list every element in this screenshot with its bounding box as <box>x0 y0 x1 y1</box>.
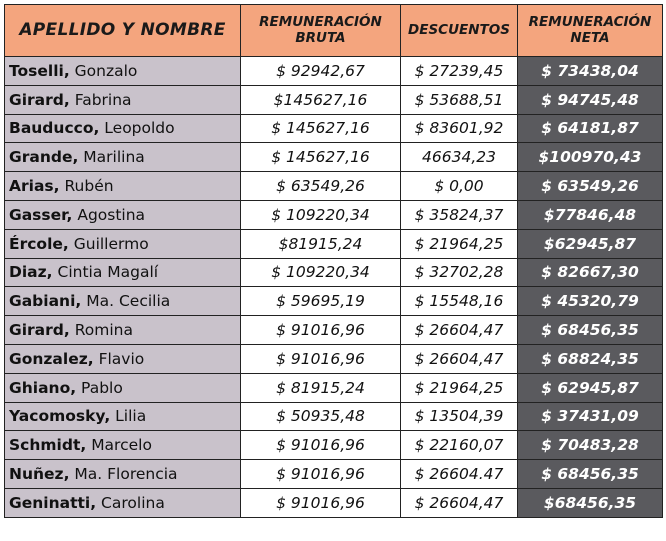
discounts-cell: $ 13504,39 <box>401 402 518 431</box>
header-discounts: DESCUENTOS <box>401 5 518 57</box>
employee-given-name: Marcelo <box>91 436 152 455</box>
employee-given-name: Romina <box>74 321 134 340</box>
net-pay-cell: $ 63549,26 <box>518 172 663 201</box>
table-row <box>5 431 663 460</box>
employee-given-name: Guillermo <box>73 234 149 253</box>
gross-pay-cell: $ 50935,48 <box>241 402 401 431</box>
employee-given-name: Rubén <box>64 177 114 196</box>
employee-given-name: Agostina <box>77 205 146 224</box>
employee-given-name: Flavio <box>98 349 145 368</box>
gross-pay-cell: $ 91016,96 <box>241 344 401 373</box>
gross-pay-cell: $ 81915,24 <box>241 373 401 402</box>
employee-name-cell <box>5 373 241 402</box>
employee-name-cell <box>5 172 241 201</box>
header-gross-line1: REMUNERACIÓN <box>259 13 382 30</box>
salary-sheet <box>4 4 662 537</box>
header-gross <box>241 5 401 57</box>
employee-name-cell <box>5 200 241 229</box>
table-row <box>5 344 663 373</box>
employee-name-cell <box>5 287 241 316</box>
salary-table <box>4 4 663 518</box>
gross-pay-cell: $ 145627,16 <box>241 114 401 143</box>
table-row <box>5 172 663 201</box>
employee-given-name: Pablo <box>81 378 123 397</box>
employee-surname: Ghiano, <box>9 378 77 397</box>
gross-pay-cell: $ 91016,96 <box>241 460 401 489</box>
net-pay-cell: $100970,43 <box>518 143 663 172</box>
header-row <box>5 5 663 57</box>
employee-surname: Arias, <box>9 177 60 196</box>
table-row <box>5 402 663 431</box>
table-row <box>5 114 663 143</box>
employee-surname: Girard, <box>9 90 70 109</box>
gross-pay-cell: $ 109220,34 <box>241 258 401 287</box>
gross-pay-cell: $ 91016,96 <box>241 316 401 345</box>
employee-surname: Diaz, <box>9 263 53 282</box>
employee-given-name: Leopoldo <box>104 119 175 138</box>
employee-name-cell <box>5 488 241 517</box>
gross-pay-cell: $ 145627,16 <box>241 143 401 172</box>
header-name: APELLIDO Y NOMBRE <box>5 5 241 57</box>
discounts-cell: $ 26604,47 <box>401 488 518 517</box>
table-row <box>5 143 663 172</box>
table-row <box>5 229 663 258</box>
employee-name-cell <box>5 85 241 114</box>
net-pay-cell: $ 70483,28 <box>518 431 663 460</box>
employee-given-name: Ma. Cecilia <box>86 292 171 311</box>
discounts-cell: $ 0,00 <box>401 172 518 201</box>
net-pay-cell: $ 73438,04 <box>518 57 663 86</box>
gross-pay-cell: $ 59695,19 <box>241 287 401 316</box>
gross-pay-cell: $81915,24 <box>241 229 401 258</box>
header-net-line2: NETA <box>570 29 610 46</box>
employee-surname: Gonzalez, <box>9 349 94 368</box>
table-row <box>5 287 663 316</box>
net-pay-cell: $ 45320,79 <box>518 287 663 316</box>
employee-given-name: Lilia <box>115 407 147 426</box>
employee-name-cell <box>5 431 241 460</box>
discounts-cell: $ 21964,25 <box>401 229 518 258</box>
employee-surname: Schmidt, <box>9 436 87 455</box>
discounts-cell: $ 35824,37 <box>401 200 518 229</box>
employee-name-cell <box>5 258 241 287</box>
employee-name-cell <box>5 316 241 345</box>
discounts-cell: $ 53688,51 <box>401 85 518 114</box>
discounts-cell: $ 26604.47 <box>401 460 518 489</box>
employee-name-cell <box>5 114 241 143</box>
table-row <box>5 200 663 229</box>
table-body <box>5 57 663 518</box>
employee-surname: Girard, <box>9 321 70 340</box>
net-pay-cell: $ 94745,48 <box>518 85 663 114</box>
table-row <box>5 57 663 86</box>
employee-surname: Gabiani, <box>9 292 82 311</box>
employee-given-name: Carolina <box>101 493 165 512</box>
table-row <box>5 258 663 287</box>
gross-pay-cell: $ 63549,26 <box>241 172 401 201</box>
net-pay-cell: $ 64181,87 <box>518 114 663 143</box>
discounts-cell: $ 83601,92 <box>401 114 518 143</box>
employee-surname: Nuñez, <box>9 465 70 484</box>
net-pay-cell: $62945,87 <box>518 229 663 258</box>
employee-name-cell <box>5 344 241 373</box>
net-pay-cell: $ 68824,35 <box>518 344 663 373</box>
discounts-cell: $ 21964,25 <box>401 373 518 402</box>
table-row <box>5 460 663 489</box>
gross-pay-cell: $ 109220,34 <box>241 200 401 229</box>
discounts-cell: $ 15548,16 <box>401 287 518 316</box>
net-pay-cell: $ 62945,87 <box>518 373 663 402</box>
discounts-cell: $ 32702,28 <box>401 258 518 287</box>
net-pay-cell: $ 37431,09 <box>518 402 663 431</box>
net-pay-cell: $ 68456,35 <box>518 460 663 489</box>
employee-name-cell <box>5 402 241 431</box>
employee-given-name: Fabrina <box>74 90 132 109</box>
header-net <box>518 5 663 57</box>
employee-name-cell <box>5 229 241 258</box>
table-row <box>5 373 663 402</box>
employee-given-name: Cintia Magalí <box>57 263 159 282</box>
discounts-cell: $ 27239,45 <box>401 57 518 86</box>
employee-name-cell <box>5 460 241 489</box>
gross-pay-cell: $ 91016,96 <box>241 431 401 460</box>
employee-surname: Grande, <box>9 148 79 167</box>
employee-name-cell <box>5 143 241 172</box>
gross-pay-cell: $ 92942,67 <box>241 57 401 86</box>
employee-surname: Yacomosky, <box>9 407 111 426</box>
employee-name-cell <box>5 57 241 86</box>
discounts-cell: $ 26604,47 <box>401 344 518 373</box>
employee-surname: Gasser, <box>9 205 73 224</box>
employee-given-name: Ma. Florencia <box>74 465 178 484</box>
employee-given-name: Gonzalo <box>74 61 138 80</box>
table-row <box>5 488 663 517</box>
net-pay-cell: $ 82667,30 <box>518 258 663 287</box>
net-pay-cell: $68456,35 <box>518 488 663 517</box>
header-net-line1: REMUNERACIÓN <box>528 13 652 30</box>
discounts-cell: $ 26604,47 <box>401 316 518 345</box>
table-row <box>5 85 663 114</box>
net-pay-cell: $77846,48 <box>518 200 663 229</box>
employee-surname: Toselli, <box>9 61 70 80</box>
employee-surname: Ércole, <box>9 234 69 253</box>
gross-pay-cell: $145627,16 <box>241 85 401 114</box>
employee-given-name: Marilina <box>83 148 145 167</box>
discounts-cell: $ 22160,07 <box>401 431 518 460</box>
header-gross-line2: BRUTA <box>295 29 346 46</box>
gross-pay-cell: $ 91016,96 <box>241 488 401 517</box>
table-row <box>5 316 663 345</box>
discounts-cell: 46634,23 <box>401 143 518 172</box>
net-pay-cell: $ 68456,35 <box>518 316 663 345</box>
employee-surname: Bauducco, <box>9 119 100 138</box>
employee-surname: Geninatti, <box>9 493 97 512</box>
